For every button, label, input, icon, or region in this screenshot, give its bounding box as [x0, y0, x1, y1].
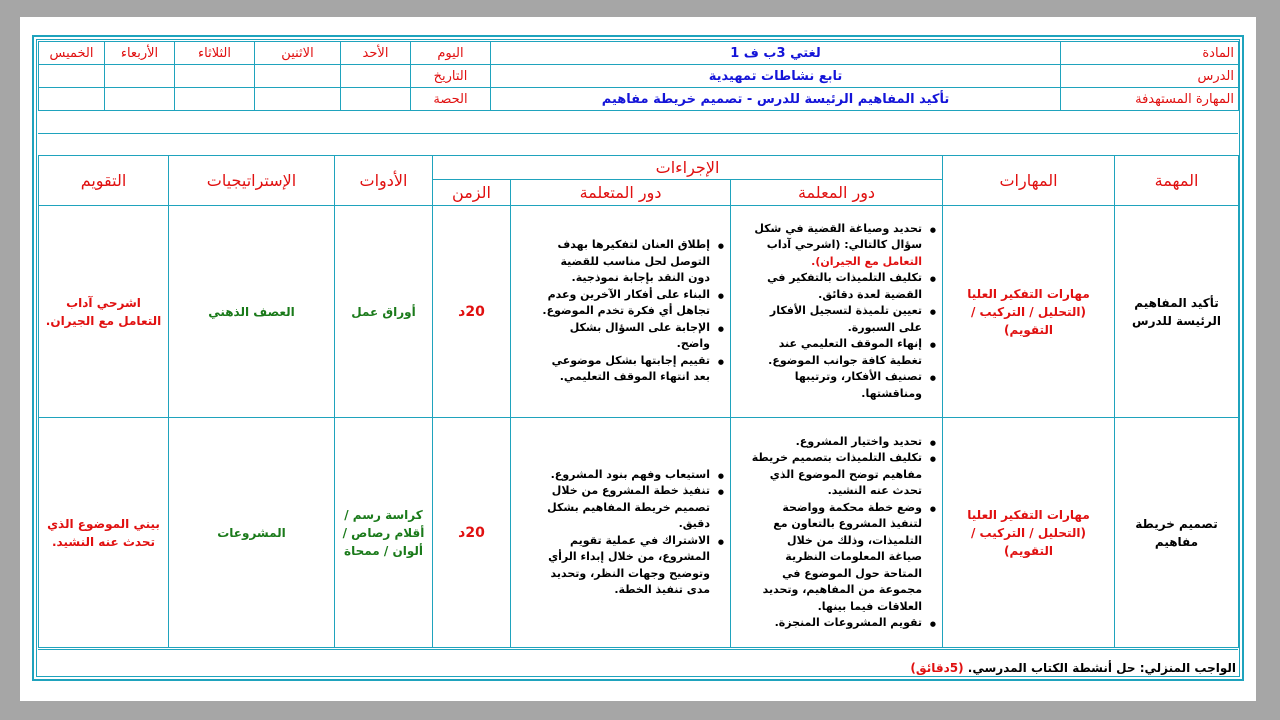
date-cell — [255, 65, 341, 88]
procedures-table — [38, 155, 1239, 648]
col-skills: المهارات — [943, 156, 1115, 206]
student-role-list — [515, 467, 726, 599]
skill-value: تأكيد المفاهيم الرئيسة للدرس - تصميم خريطة مفاهيم — [491, 88, 1061, 111]
skill-label: المهارة المستهدفة — [1061, 88, 1239, 111]
period-label: الحصة — [411, 88, 491, 111]
day-wednesday: الأربعاء — [105, 42, 175, 65]
period-cell — [341, 88, 411, 111]
header-spacer — [38, 133, 1238, 156]
day-thursday: الخميس — [39, 42, 105, 65]
skills-cell: مهارات التفكير العليا (التحليل / التركيب / التقويم) — [943, 206, 1115, 418]
period-cell — [255, 88, 341, 111]
evaluation-cell: بيني الموضوع الذي تحدث عنه النشيد. — [39, 418, 169, 648]
subject-label: المادة — [1061, 42, 1239, 65]
col-task: المهمة — [1115, 156, 1239, 206]
day-sunday: الأحد — [341, 42, 411, 65]
tools-cell: أوراق عمل — [335, 206, 433, 418]
homework-text: حل أنشطة الكتاب المدرسي. — [967, 661, 1136, 675]
strategy-cell: المشروعات — [169, 418, 335, 648]
homework-label: الواجب المنزلي: — [1139, 661, 1236, 675]
col-teacher-role: دور المعلمة — [731, 180, 943, 206]
list-item: ● الإجابة على السؤال بشكل واضح. — [515, 320, 710, 353]
day-monday: الاثنين — [255, 42, 341, 65]
header-table — [38, 41, 1239, 111]
task-cell: تصميم خريطة مفاهيم — [1115, 418, 1239, 648]
evaluation-cell: اشرحي آداب التعامل مع الجيران. — [39, 206, 169, 418]
list-item: ● تنفيذ خطة المشروع من خلال تصميم خريطة المفاهيم بشكل دقيق. — [515, 483, 710, 533]
subject-value: لغتي 3ب ف 1 — [491, 42, 1061, 65]
list-item: ● إنهاء الموقف التعليمي عند تغطية كافة جوانب الموضوع. — [735, 336, 922, 369]
period-cell — [39, 88, 105, 111]
date-cell — [175, 65, 255, 88]
student-role-list — [515, 237, 726, 386]
period-cell — [175, 88, 255, 111]
day-label: اليوم — [411, 42, 491, 65]
lesson-plan-sheet — [20, 17, 1256, 701]
task-cell: تأكيد المفاهيم الرئيسة للدرس — [1115, 206, 1239, 418]
time-cell: 20د — [433, 418, 511, 648]
student-role-cell — [511, 418, 731, 648]
list-item: ● وضع خطة محكمة وواضحة لتنفيذ المشروع بالتعاون مع التلميذات، وذلك من خلال صياغة المعلومات النظرية المتاحة حول الموضوع في مجموعة من المفاهيم، وتحديد العلاقات فيما بينها. — [735, 500, 922, 616]
table-row — [39, 418, 1239, 648]
lesson-value: تابع نشاطات تمهيدية — [491, 65, 1061, 88]
period-cell — [105, 88, 175, 111]
list-item: ● تحديد واختيار المشروع. — [735, 434, 922, 451]
homework-footer — [38, 649, 1238, 674]
list-item: ● الاشتراك في عملية تقويم المشروع، من خلال إبداء الرأي وتوضيح وجهات النظر، وتحديد مدى تنفيذ الخطة. — [515, 533, 710, 599]
skills-cell: مهارات التفكير العليا (التحليل / التركيب / التقويم) — [943, 418, 1115, 648]
list-item: ● تصنيف الأفكار، وترتيبها ومناقشتها. — [735, 369, 922, 402]
lesson-label: الدرس — [1061, 65, 1239, 88]
col-tools: الأدوات — [335, 156, 433, 206]
day-tuesday: الثلاثاء — [175, 42, 255, 65]
table-row — [39, 206, 1239, 418]
time-cell: 20د — [433, 206, 511, 418]
list-item: ● تقويم المشروعات المنجزة. — [735, 615, 922, 632]
list-item: ● تعيين تلميذة لتسجيل الأفكار على السبورة. — [735, 303, 922, 336]
teacher-role-list — [735, 434, 938, 632]
col-strategies: الإستراتيجيات — [169, 156, 335, 206]
col-evaluation: التقويم — [39, 156, 169, 206]
list-item: ● إطلاق العنان لتفكيرها بهدف التوصل لحل مناسب للقضية دون النقد بإجابة نموذجية. — [515, 237, 710, 287]
list-item: ● تكليف التلميذات بالتفكير في القضية لعدة دقائق. — [735, 270, 922, 303]
col-time: الزمن — [433, 180, 511, 206]
list-item: ● تكليف التلميذات بتصميم خريطة مفاهيم توضح الموضوع الذي تحدث عنه النشيد. — [735, 450, 922, 500]
col-student-role: دور المتعلمة — [511, 180, 731, 206]
teacher-role-cell — [731, 418, 943, 648]
strategy-cell: العصف الذهني — [169, 206, 335, 418]
tools-cell: كراسة رسم / أقلام رصاص / ألوان / ممحاة — [335, 418, 433, 648]
list-item: ● البناء على أفكار الآخرين وعدم تجاهل أي فكرة تخدم الموضوع. — [515, 287, 710, 320]
homework-time: (5دقائق) — [910, 661, 964, 675]
list-item: ● تقييم إجابتها بشكل موضوعي بعد انتهاء الموقف التعليمي. — [515, 353, 710, 386]
teacher-role-cell — [731, 206, 943, 418]
list-item: ● استيعاب وفهم بنود المشروع. — [515, 467, 710, 484]
col-procedures: الإجراءات — [433, 156, 943, 180]
list-item: ● تحديد وصياغة القضية في شكل سؤال كالتالي: (اشرحي آداب التعامل مع الجيران). — [735, 221, 922, 271]
date-cell — [39, 65, 105, 88]
date-cell — [341, 65, 411, 88]
date-cell — [105, 65, 175, 88]
teacher-role-list — [735, 221, 938, 403]
date-label: التاريخ — [411, 65, 491, 88]
student-role-cell — [511, 206, 731, 418]
